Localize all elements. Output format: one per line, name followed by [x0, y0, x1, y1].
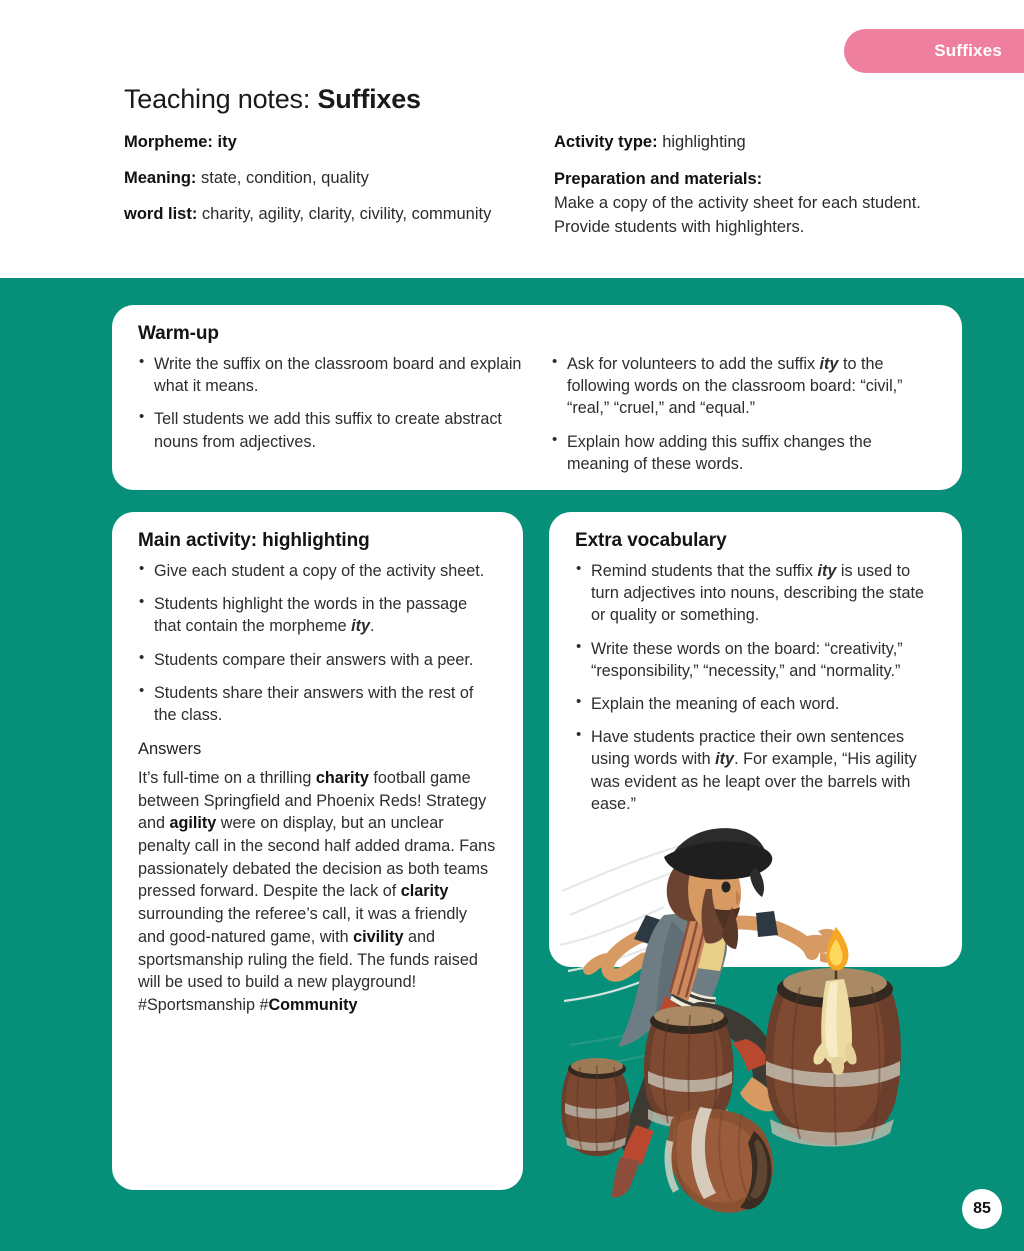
main-activity-list	[138, 560, 497, 726]
list-item: • Students highlight the words in the passage that contain the morpheme ity.	[138, 593, 497, 637]
extra-vocabulary-title: Extra vocabulary	[575, 530, 727, 551]
activity-type-value: highlighting	[662, 133, 746, 151]
activity-type-line	[554, 131, 954, 154]
list-item: • Write these words on the board: “creativity,” “responsibility,” “necessity,” and “normality.”	[575, 638, 936, 682]
section-tab-suffixes[interactable]	[844, 29, 1024, 73]
list-item: • Explain the meaning of each word.	[575, 693, 936, 715]
wordlist-line	[124, 203, 532, 226]
extra-vocabulary-card	[549, 512, 962, 967]
header-left-column	[124, 131, 554, 239]
list-item: • Students compare their answers with a peer.	[138, 649, 497, 671]
preparation-value: Make a copy of the activity sheet for each student. Provide students with highlighters.	[554, 193, 921, 236]
preparation-label: Preparation and materials:	[554, 169, 763, 188]
list-item: • Write the suffix on the classroom board and explain what it means.	[138, 353, 523, 397]
warmup-columns	[138, 353, 936, 475]
list-item: • Ask for volunteers to add the suffix ity to the following words on the classroom board: “civil,” “real,” “cruel,” and “equal.”	[551, 353, 936, 420]
answers-paragraph: It’s full-time on a thrilling charity football game between Springfield and Phoenix Reds! Strategy and agility were on display, but an unclear penalty call in the second half added drama. Fans passionately debated the decision as both teams pressed forward. Despite the lack of clarity surrounding the referee’s call, it was a friendly and good-natured game, with civility and sportsmanship ruling the field. The funds raised will be used to build a new playground! #Sportsmanship #Community	[138, 769, 496, 1014]
warmup-card	[112, 305, 962, 490]
list-item: • Give each student a copy of the activity sheet.	[138, 560, 497, 582]
section-tab-label: Suffixes	[934, 41, 1002, 60]
page-title	[124, 84, 954, 115]
list-item: • Remind students that the suffix ity is used to turn adjectives into nouns, describing the state or quality or something.	[575, 560, 936, 627]
wordlist-label: word list:	[124, 204, 202, 223]
morpheme-label: Morpheme:	[124, 133, 218, 151]
warmup-right-list	[551, 353, 936, 475]
list-item: • Have students practice their own sentences using words with ity. For example, “His agility was evident as he leapt over the barrels with ease.”	[575, 726, 936, 815]
warmup-left-column	[138, 353, 523, 475]
main-activity-title: Main activity: highlighting	[138, 530, 370, 551]
activity-type-label: Activity type:	[554, 133, 663, 151]
page-title-strong: Suffixes	[317, 84, 421, 114]
page-number-badge	[962, 1189, 1002, 1229]
list-item: • Students share their answers with the rest of the class.	[138, 682, 497, 726]
warmup-title: Warm-up	[138, 323, 219, 344]
warmup-right-column	[551, 353, 936, 475]
wordlist-value: charity, agility, clarity, civility, community	[201, 204, 492, 223]
meaning-line	[124, 167, 532, 190]
meaning-label: Meaning:	[124, 168, 201, 187]
preparation-block	[554, 167, 954, 239]
extra-vocabulary-list	[575, 560, 936, 815]
main-activity-card	[112, 512, 523, 1190]
answers-title: Answers	[138, 740, 202, 759]
morpheme-value: ity	[217, 133, 237, 151]
page-title-prefix: Teaching notes:	[124, 84, 318, 114]
list-item: • Tell students we add this suffix to create abstract nouns from adjectives.	[138, 408, 523, 452]
morpheme-line	[124, 131, 532, 154]
list-item: • Explain how adding this suffix changes the meaning of these words.	[551, 431, 936, 475]
page-number-text: 85	[973, 1200, 991, 1217]
meaning-value: state, condition, quality	[201, 168, 369, 187]
header-columns	[124, 131, 954, 239]
header	[124, 84, 954, 239]
warmup-left-list	[138, 353, 523, 453]
header-right-column	[554, 131, 954, 239]
